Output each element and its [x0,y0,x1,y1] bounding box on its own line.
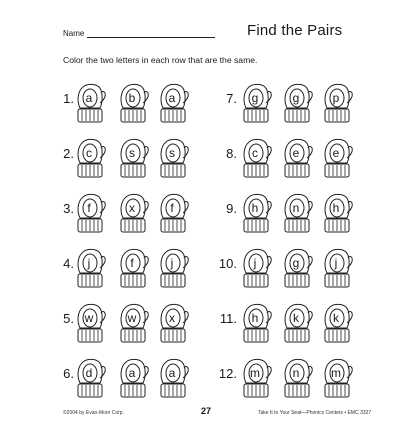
mitten-letter: a [128,366,136,380]
mitten-letter: j [334,256,338,270]
row-number: 5. [63,311,74,326]
mitten-letter: w [84,311,94,325]
mitten-icon[interactable] [117,302,151,352]
mitten-letter: e [292,146,300,160]
mitten-letter: g [292,91,300,105]
row-11 [216,302,366,357]
mitten-letter: f [87,201,91,215]
name-line[interactable] [87,29,215,38]
mitten-icon[interactable] [74,82,108,132]
row-9 [216,192,366,247]
mitten-icon[interactable] [117,82,151,132]
mitten-letter: k [293,311,299,325]
row-8 [216,137,366,192]
row-6 [54,357,204,412]
mitten-icon[interactable] [74,247,108,297]
mitten-letter: j [87,256,91,270]
row-12 [216,357,366,412]
mitten-letter: c [86,146,92,160]
row-number: 7. [226,91,237,106]
mitten-letter: x [129,201,135,215]
mitten-icon[interactable] [117,357,151,407]
row-5 [54,302,204,357]
mitten-icon[interactable] [117,192,151,242]
source-text: Take It to Your Seat—Phonics Centers • EMC 3327 [258,410,372,416]
row-10 [216,247,366,302]
row-number: 9. [226,201,237,216]
mitten-icon[interactable] [321,82,355,132]
mitten-letter: m [250,366,260,380]
name-field [63,29,215,38]
mitten-icon[interactable] [240,192,274,242]
row-number: 1. [63,91,74,106]
mitten-icon[interactable] [74,192,108,242]
mitten-icon[interactable] [157,137,191,187]
mitten-icon[interactable] [281,357,315,407]
mitten-icon[interactable] [157,82,191,132]
mitten-icon[interactable] [157,357,191,407]
mitten-letter: s [169,146,175,160]
left-column [54,82,204,412]
mitten-letter: h [251,311,259,325]
mitten-letter: e [332,146,340,160]
mitten-icon[interactable] [240,247,274,297]
mitten-letter: g [292,256,300,270]
mitten-letter: w [127,311,137,325]
row-2 [54,137,204,192]
row-number: 8. [226,146,237,161]
row-number: 10. [218,256,237,271]
mitten-icon[interactable] [157,302,191,352]
mitten-letter: f [130,256,134,270]
mitten-icon[interactable] [281,137,315,187]
right-column [216,82,366,412]
mitten-letter: p [332,91,340,105]
mitten-icon[interactable] [321,302,355,352]
row-number: 3. [63,201,74,216]
copyright-text: ©2004 by Evan-Moor Corp. [63,410,124,416]
mitten-letter: b [128,91,136,105]
mitten-icon[interactable] [321,357,355,407]
mitten-letter: g [251,91,259,105]
mitten-letter: a [168,366,176,380]
mitten-letter: j [170,256,174,270]
mitten-icon[interactable] [321,192,355,242]
mitten-icon[interactable] [321,137,355,187]
instructions-text: Color the two letters in each row that are the same. [63,55,258,65]
mitten-icon[interactable] [117,247,151,297]
mitten-letter: m [331,366,341,380]
mitten-letter: h [332,201,340,215]
mitten-icon[interactable] [240,137,274,187]
mitten-icon[interactable] [74,137,108,187]
row-number: 4. [63,256,74,271]
mitten-icon[interactable] [74,357,108,407]
mitten-letter: x [169,311,175,325]
mitten-icon[interactable] [281,247,315,297]
row-number: 11. [219,311,237,326]
mitten-icon[interactable] [281,302,315,352]
mitten-letter: h [251,201,259,215]
row-number: 12. [218,366,237,381]
row-number: 2. [63,146,74,161]
mitten-letter: c [252,146,258,160]
row-number: 6. [63,366,74,381]
row-7 [216,82,366,137]
mitten-letter: a [85,91,93,105]
mitten-icon[interactable] [321,247,355,297]
row-4 [54,247,204,302]
mitten-letter: n [292,366,300,380]
row-3 [54,192,204,247]
mitten-icon[interactable] [74,302,108,352]
mitten-letter: a [168,91,176,105]
mitten-icon[interactable] [281,82,315,132]
mitten-icon[interactable] [240,302,274,352]
mitten-icon[interactable] [157,247,191,297]
mitten-letter: n [292,201,300,215]
mitten-icon[interactable] [240,82,274,132]
mitten-letter: f [170,201,174,215]
mitten-letter: j [253,256,257,270]
mitten-icon[interactable] [240,357,274,407]
row-1 [54,82,204,137]
mitten-icon[interactable] [117,137,151,187]
mitten-letter: d [85,366,93,380]
mitten-icon[interactable] [157,192,191,242]
name-label: Name [63,29,85,38]
mitten-icon[interactable] [281,192,315,242]
page-number: 27 [201,406,212,416]
mitten-letter: s [129,146,135,160]
mitten-letter: k [333,311,339,325]
page-title: Find the Pairs [247,22,343,39]
